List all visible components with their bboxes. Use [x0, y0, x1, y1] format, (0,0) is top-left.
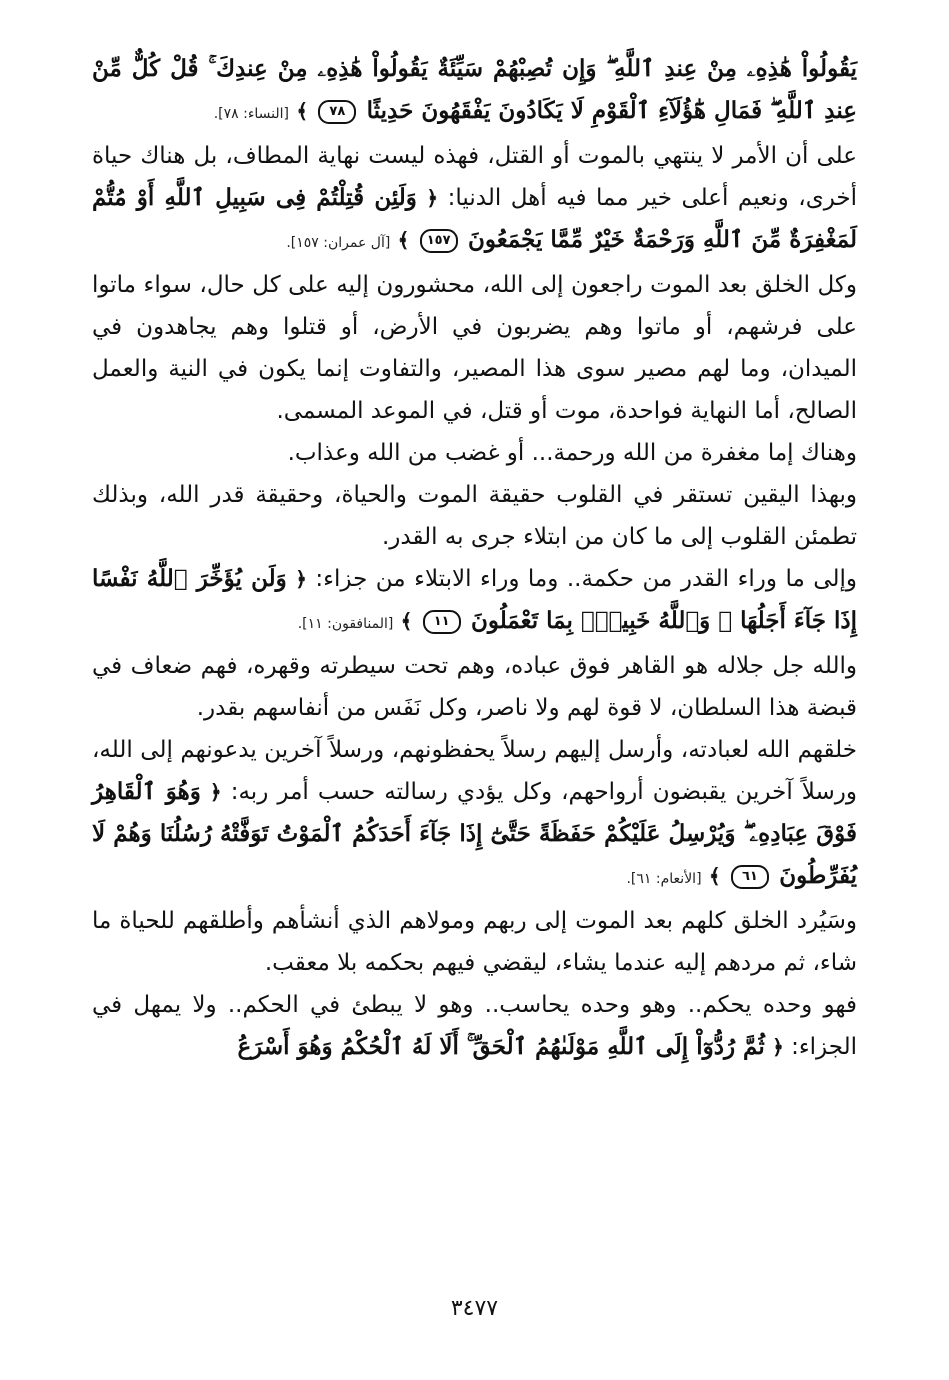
quran-verse: وَلَئِن قُتِلْتُمْ فِى سَبِيلِ ٱللَّهِ أَوْ مُتُّمْ لَمَغْفِرَةٌ مِّنَ ٱللَّهِ وَرَحْمَةٌ خَيْرٌ مِّمَّا يَجْمَعُونَ	[92, 184, 857, 253]
page-number: ٣٤٧٧	[450, 1296, 499, 1321]
verse-bracket-ornament: ﴿	[772, 1035, 784, 1059]
paragraph-text: على أن الأمر لا ينتهي بالموت أو القتل، فهذه ليست نهاية المطاف، بل هناك حياة أخرى، ونعيم أعلى خير مما فيه أهل الدنيا:	[92, 143, 858, 211]
paragraph-text: وسَيُرد الخلق كلهم بعد الموت إلى ربهم ومولاهم الذي أنشأهم وأطلقهم للحياة ما شاء، ثم مردهم إليه عندما يشاء، ليقضي فيهم بحكمه بلا معقب.	[92, 908, 857, 976]
verse-reference: [الأنعام: ٦١].	[626, 871, 702, 887]
paragraph-text: وهناك إما مغفرة من الله ورحمة... أو غضب من الله وعذاب.	[287, 440, 857, 466]
paragraph	[92, 474, 857, 558]
verse-bracket-ornament: ﴾	[400, 609, 413, 633]
paragraph-text: والله جل جلاله هو القاهر فوق عباده، وهم تحت سيطرته وقهره، فهم ضعاف في قبضة هذا السلطان، لا قوة لهم ولا ناصر، وكل نَفَس من أنفاسهم بقدر.	[92, 653, 857, 721]
ayah-number-badge: ١٥٧	[420, 229, 458, 253]
quran-verse: ثُمَّ رُدُّوٓاْ إِلَى ٱللَّهِ مَوْلَىٰهُمُ ٱلْحَقِّ ۚ أَلَا لَهُ ٱلْحُكْمُ وَهُوَ أَسْرَعُ	[237, 1033, 765, 1060]
quran-verse: يَقُولُواْ هَٰذِهِۦ مِنْ عِندِ ٱللَّهِ ۖ وَإِن تُصِبْهُمْ سَيِّئَةٌ يَقُولُواْ هَٰذِهِۦ مِنْ عِندِكَ ۚ قُلْ كُلٌّ مِّنْ عِندِ ٱللَّهِ ۖ فَمَالِ هَٰٓؤُلَآءِ ٱلْقَوْمِ لَا يَكَادُونَ يَفْقَهُونَ حَدِيثًا	[92, 55, 857, 124]
verse-bracket-ornament: ﴿	[426, 186, 439, 210]
paragraph	[92, 432, 857, 474]
verse-reference: [آل عمران: ١٥٧].	[286, 235, 391, 251]
body-text	[92, 48, 857, 1068]
paragraph	[92, 900, 857, 984]
paragraph	[92, 264, 857, 432]
paragraph-text: خلقهم الله لعبادته، وأرسل إليهم رسلاً يحفظونهم، ورسلاً آخرين يدعونهم إلى الله، ورسلاً آخرين يقبضون أرواحهم، وكل يؤدي رسالته حسب أمر ربه:	[92, 737, 858, 805]
verse-bracket-ornament: ﴾	[397, 228, 410, 252]
paragraph	[92, 48, 857, 135]
paragraph	[92, 558, 857, 645]
ayah-number-badge: ١١	[423, 610, 461, 634]
verse-reference: [المنافقون: ١١].	[297, 616, 394, 632]
quran-verse: وَهُوَ ٱلْقَاهِرُ فَوْقَ عِبَادِهِۦ ۖ وَيُرْسِلُ عَلَيْكُمْ حَفَظَةً حَتَّىٰٓ إِذَا جَآءَ أَحَدَكُمُ ٱلْمَوْتُ تَوَفَّتْهُ رُسُلُنَا وَهُمْ لَا يُفَرِّطُونَ	[92, 778, 857, 889]
paragraph-text: وبهذا اليقين تستقر في القلوب حقيقة الموت والحياة، وحقيقة قدر الله، وبذلك تطمئن القلوب إلى ما كان من ابتلاء جرى به القدر.	[92, 482, 857, 550]
paragraph-text: وكل الخلق بعد الموت راجعون إلى الله، محشورون إليه على كل حال، سواء ماتوا على فرشهم، أو ماتوا وهم يضربون في الأرض، أو قتلوا وهم يجاهدون في الميدان، وما لهم مصير سوى هذا المصير، والتفاوت إنما يكون في النية والعمل الصالح، أما النهاية فواحدة، موت أو قتل، في الموعد المسمى.	[92, 272, 857, 424]
paragraph	[92, 729, 857, 900]
ayah-number-badge: ٦١	[731, 865, 769, 889]
paragraph	[92, 984, 857, 1068]
verse-bracket-ornament: ﴿	[209, 780, 222, 804]
verse-bracket-ornament: ﴾	[296, 99, 309, 123]
paragraph	[92, 645, 857, 729]
verse-bracket-ornament: ﴿	[295, 567, 307, 591]
quran-verse: وَلَن يُؤَخِّرَ ٱللَّهُ نَفْسًا إِذَا جَآءَ أَجَلُهَا ۚ وَٱللَّهُ خَبِيرٌۢ بِمَا تَعْمَلُونَ	[92, 565, 857, 634]
ayah-number-badge: ٧٨	[318, 100, 356, 124]
paragraph-text: فهو وحده يحكم.. وهو وحده يحاسب.. وهو لا يبطئ في الحكم.. ولا يمهل في الجزاء:	[92, 992, 857, 1060]
verse-bracket-ornament: ﴾	[708, 864, 721, 888]
verse-reference: [النساء: ٧٨].	[213, 106, 290, 122]
paragraph	[92, 135, 857, 264]
paragraph-text: وإلى ما وراء القدر من حكمة.. وما وراء الابتلاء من جزاء:	[306, 566, 857, 592]
